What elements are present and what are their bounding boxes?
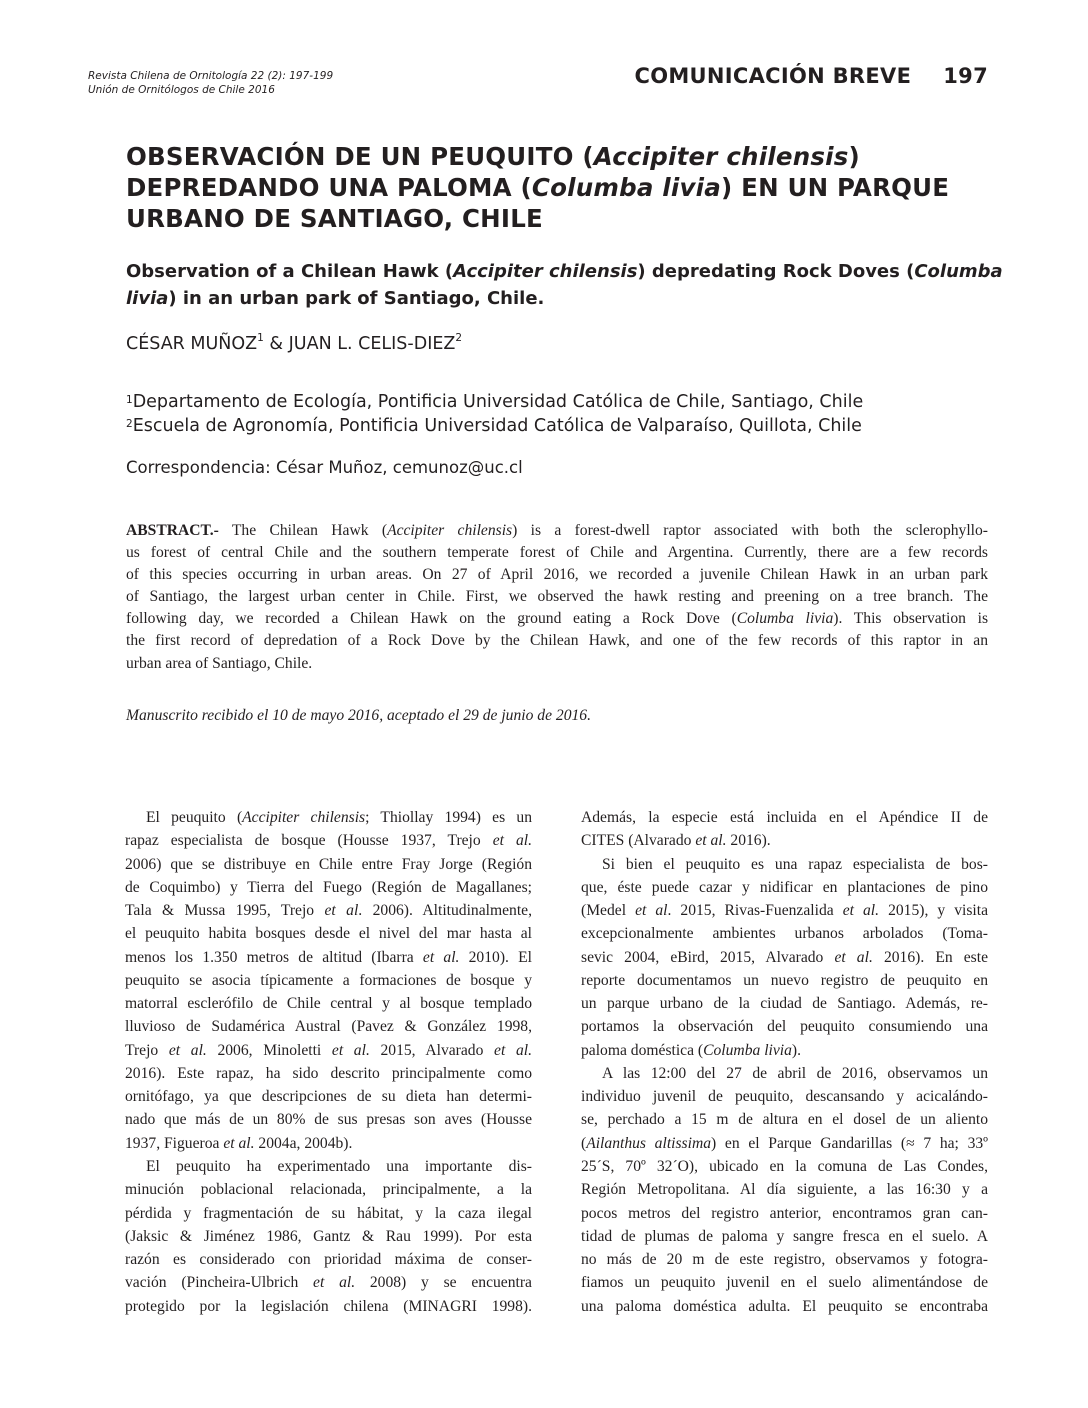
article-title xyxy=(126,141,1006,234)
journal-line-2: Unión de Ornitólogos de Chile 2016 xyxy=(88,84,275,96)
subtitle-text: Observation of a Chilean Hawk ( xyxy=(126,261,454,282)
subtitle-text: ) in an urban park of Santiago, Chile. xyxy=(168,288,545,309)
body-line: Trejo et al. 2006, Minoletti et al. 2015, Alvarado et al. xyxy=(125,1041,532,1059)
affil-text: Departamento de Ecología, Pontificia Universidad Católica de Chile, Santiago, Chile xyxy=(132,392,864,412)
body-line: (Ailanthus altissima) en el Parque Gandarillas (≈ 7 ha; 33º xyxy=(581,1134,989,1152)
body-line: 1937, Figueroa et al. 2004a, 2004b). xyxy=(125,1134,353,1152)
subtitle-species: Accipiter chilensis xyxy=(453,261,638,282)
section-label: COMUNICACIÓN BREVE xyxy=(634,64,912,88)
abstract-line: of this species occurring in urban areas. On 27 of April 2016, we recorded a juvenile Chilean Hawk in an urban park xyxy=(126,566,988,584)
body-line: un parque urbano de la ciudad de Santiago. Además, re- xyxy=(581,995,988,1013)
affiliation-1 xyxy=(126,390,863,414)
body-line: A las 12:00 del 27 de abril de 2016, observamos un xyxy=(602,1064,988,1082)
body-line: no más de 20 m de este registro, observamos y fotogra- xyxy=(581,1251,988,1269)
body-line: que, éste puede cazar y nidificar en plantaciones de pino xyxy=(581,878,988,896)
body-line: 25´S, 70º 32´O), ubicado en la comuna de Las Condes, xyxy=(581,1157,988,1175)
body-line: Región Metropolitana. Al día siguiente, a las 16:30 y a xyxy=(581,1181,988,1199)
title-text: ) xyxy=(848,142,860,171)
subtitle-species: Columba xyxy=(914,261,1003,282)
body-line: rapaz especialista de bosque (Housse 1937, Trejo et al. xyxy=(125,832,532,850)
subtitle-species: livia xyxy=(126,288,169,309)
body-line: menos los 1.350 metros de altitud (Ibarra et al. 2010). El xyxy=(125,948,532,966)
body-line: el peuquito habita bosques desde el nivel del mar hasta al xyxy=(125,925,532,943)
abstract-line: ABSTRACT.- The Chilean Hawk (Accipiter chilensis) is a forest-dwell raptor associated with both the sclerophyllo- xyxy=(126,522,988,539)
body-line: Tala & Mussa 1995, Trejo et al. 2006). Altitudinalmente, xyxy=(125,902,532,920)
authors xyxy=(126,334,462,354)
body-line: 2016). Este rapaz, ha sido descrito principalmente como xyxy=(125,1064,532,1082)
affiliations xyxy=(126,390,863,438)
abstract-line: the first record of depredation of a Rock Dove by the Chilean Hawk, and one of the few records of this raptor in an xyxy=(126,632,988,650)
running-head xyxy=(635,64,989,88)
subtitle-text: ) depredating Rock Doves ( xyxy=(637,261,915,282)
author-affil-mark: 1 xyxy=(257,332,264,344)
body-column-left xyxy=(125,806,532,1318)
journal-line-1: Revista Chilena de Ornitología 22 (2): 197-199 xyxy=(88,70,334,82)
body-line: excepcionalmente ambientes urbanos arbolados (Toma- xyxy=(581,925,988,943)
affil-text: Escuela de Agronomía, Pontificia Universidad Católica de Valparaíso, Quillota, Chile xyxy=(132,416,862,436)
author-name: CÉSAR MUÑOZ xyxy=(126,334,258,354)
abstract-line: urban area of Santiago, Chile. xyxy=(126,654,313,672)
body-line: Además, la especie está incluida en el Apéndice II de xyxy=(581,809,988,826)
affil-number: 1 xyxy=(126,394,133,406)
body-line: fiamos un peuquito juvenil en el suelo alimentándose de xyxy=(581,1274,988,1292)
manuscript-dates: Manuscrito recibido el 10 de mayo 2016, aceptado el 29 de junio de 2016. xyxy=(126,707,591,724)
body-line: individuo juvenil de peuquito, descansando y acicalándo- xyxy=(581,1088,988,1106)
title-text: URBANO DE SANTIAGO, CHILE xyxy=(126,204,543,233)
journal-citation xyxy=(88,69,333,97)
body-column-right xyxy=(581,806,988,1318)
title-species: Columba livia xyxy=(531,173,721,202)
abstract-line: of Santiago, the largest urban center in Chile. First, we observed the hawk resting and preening on a tree branch. The xyxy=(126,588,988,606)
body-line: Si bien el peuquito es una rapaz especialista de bos- xyxy=(602,855,988,873)
body-line: peuquito se asocia típicamente a formaciones de bosque y xyxy=(125,971,532,989)
body-line: sevic 2004, eBird, 2015, Alvarado et al. 2016). En este xyxy=(581,948,989,966)
body-line: ornitófago, ya que descripciones de su dieta han determi- xyxy=(125,1088,532,1106)
body-line: El peuquito ha experimentado una importante dis- xyxy=(146,1157,532,1175)
body-line: tidad de plumas de paloma y sangre fresca en el suelo. A xyxy=(581,1227,988,1245)
author-name: JUAN L. CELIS-DIEZ xyxy=(288,334,456,354)
body-line: matorral esclerófilo de Chile central y al bosque templado xyxy=(125,995,532,1013)
title-text: DEPREDANDO UNA PALOMA ( xyxy=(126,173,532,202)
body-line: protegido por la legislación chilena (MINAGRI 1998). xyxy=(125,1297,532,1315)
author-affil-mark: 2 xyxy=(455,332,463,344)
body-line: 2006) que se distribuye en Chile entre Fray Jorge (Región xyxy=(125,855,532,873)
body-line: una paloma doméstica adulta. El peuquito se encontraba xyxy=(581,1297,988,1315)
body-line: El peuquito (Accipiter chilensis; Thiollay 1994) es un xyxy=(146,809,532,826)
body-line: razón es considerado con prioridad máxima de conser- xyxy=(125,1251,532,1269)
page-number: 197 xyxy=(943,64,988,88)
abstract-line: following day, we recorded a Chilean Hawk on the ground eating a Rock Dove (Columba livia). This observation is xyxy=(126,610,989,628)
body-line: (Jaksic & Jiménez 1986, Gantz & Rau 1999). Por esta xyxy=(125,1227,532,1245)
body-line: vación (Pincheira-Ulbrich et al. 2008) y se encuentra xyxy=(125,1274,532,1292)
body-line: (Medel et al. 2015, Rivas-Fuenzalida et al. 2015), y visita xyxy=(581,902,988,920)
affil-number: 2 xyxy=(126,418,133,430)
abstract-line: us forest of central Chile and the southern temperate forest of Chile and Argentina. Currently, there are a few records xyxy=(126,544,988,562)
body-line: CITES (Alvarado et al. 2016). xyxy=(581,832,771,850)
body-line: paloma doméstica (Columba livia). xyxy=(581,1041,801,1059)
body-line: de Coquimbo) y Tierra del Fuego (Región de Magallanes; xyxy=(125,878,532,896)
abstract xyxy=(126,520,988,675)
body-line: nado que más de un 80% de sus presas son aves (Housse xyxy=(125,1111,532,1129)
title-species: Accipiter chilensis xyxy=(593,142,849,171)
author-separator: & xyxy=(263,334,289,354)
correspondence: Correspondencia: César Muñoz, cemunoz@uc.cl xyxy=(126,458,523,477)
body-line: portamos la observación del peuquito consumiendo una xyxy=(581,1018,988,1036)
body-line: lluvioso de Sudamérica Austral (Pavez & González 1998, xyxy=(125,1018,532,1036)
body-line: reporte documentamos un nuevo registro de peuquito en xyxy=(581,971,988,989)
body-line: se, perchado a 15 m de altura en el dosel de un aliento xyxy=(581,1111,988,1129)
body-line: pérdida y fragmentación de su hábitat, y la caza ilegal xyxy=(125,1204,532,1222)
english-title xyxy=(126,258,1003,312)
affiliation-2 xyxy=(126,414,863,438)
body-line: minución poblacional relacionada, principalmente, a la xyxy=(125,1181,532,1199)
body-line: pocos metros del registro anterior, encontramos gran can- xyxy=(581,1204,988,1222)
abstract-label: ABSTRACT.- xyxy=(126,522,219,539)
title-text: OBSERVACIÓN DE UN PEUQUITO ( xyxy=(126,142,594,171)
title-text: ) EN UN PARQUE xyxy=(721,173,950,202)
